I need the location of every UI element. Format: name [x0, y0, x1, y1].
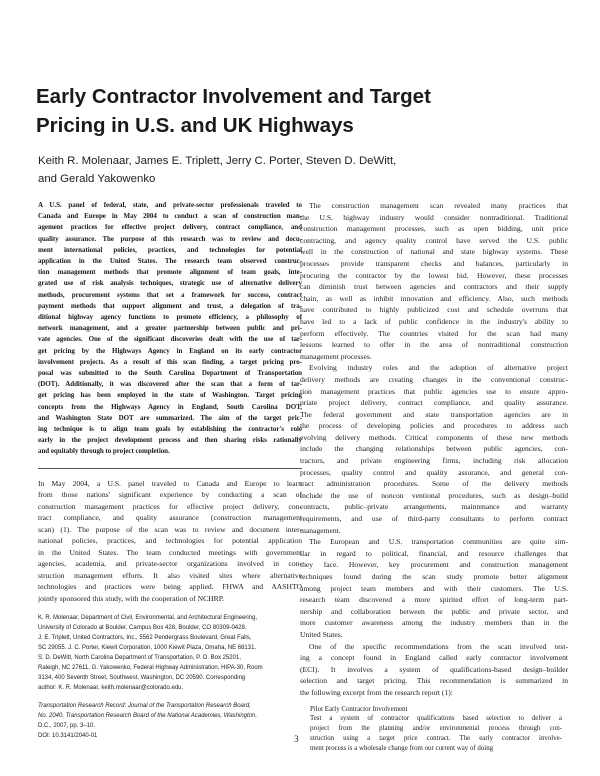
body-line: priate project delivery, contract compliance, and quality assurance.: [300, 398, 568, 408]
excerpt-line: Pilot Early Contractor Involvement: [310, 705, 408, 713]
body-line: management processes.: [300, 351, 372, 361]
intro-line: from those nations' significant experience by conducting a scan of: [38, 490, 302, 500]
intro-line: tract compliance, and quality assurance (construction management: [38, 513, 302, 523]
abstract-line: grated use of risk analysis techniques, strategic use of alternative delivery: [38, 279, 302, 288]
title-line: Early Contractor Involvement and Target: [36, 85, 431, 108]
body-line: have contributed to highly publicized cost and schedule overruns that: [300, 305, 568, 315]
abstract-line: posal was submitted to the South Carolina Department of Transportation: [38, 369, 302, 378]
title-line: Pricing in U.S. and UK Highways: [36, 114, 354, 137]
body-line: The European and U.S. transportation communities are quite sim-: [309, 537, 568, 547]
body-line: ing a concept found in England called early contractor involvement: [300, 653, 568, 663]
body-line: the U.S. highway industry would consider nontraditional. Traditional: [300, 212, 568, 222]
affiliation-line: S. D. DeWitt, North Carolina Department of Transportation, P. O. Box 25201,: [38, 654, 241, 661]
body-line: nership and collaboration between the public and private sector, and: [300, 606, 568, 616]
affiliation-line: University of Colorado at Boulder, Campus Box 428, Boulder, CO 80309-0428.: [38, 625, 247, 632]
body-line: management.: [300, 525, 341, 535]
body-line: The federal government and state transportation agencies are in: [300, 409, 568, 419]
abstract-line: and equitably through to project completion.: [38, 447, 170, 456]
body-line: the following excerpt from the research report (1):: [300, 687, 453, 697]
publication-line: No. 2040, Transportation Research Board of the National Academies, Washington,: [38, 713, 258, 720]
affiliation-line: 3134, 400 Seventh Street, Southwest, Washington, DC 20590. Corresponding: [38, 674, 246, 681]
excerpt-line: project from the planning and/or environmental process through con-: [310, 725, 562, 733]
body-line: perform effectively. The countries visited for the scan had many: [300, 328, 568, 338]
body-line: requirements, and use of third-party consultants to perform contract: [300, 514, 568, 524]
publication-line: D.C., 2007, pp. 3–10.: [38, 723, 96, 730]
abstract-line: get pricing has been employed in the state of Washington. Target pricing: [38, 391, 302, 400]
affiliation-line: K. R. Molenaar, Department of Civil, Environmental, and Architectural Engineering,: [38, 615, 258, 622]
body-text: [300, 200, 568, 699]
body-line: the process of developing policies and procedures to address such: [300, 421, 568, 431]
body-line: well in the construction of national and state highway systems. These: [300, 247, 568, 257]
affiliation-line: author: K. R. Molenaar, keith.molenaar@colorado.edu.: [38, 684, 184, 691]
abstract-line: ing technique is to align team goals by establishing the contractor's role: [38, 425, 302, 434]
body-line: more customer awareness among the industry members than in the: [300, 618, 568, 628]
intro-line: technologies and practices were being applied. FHWA and AASHTO: [38, 582, 302, 592]
abstract: [38, 200, 302, 458]
intro-line: In May 2004, a U.S. panel traveled to Canada and Europe to learn: [38, 478, 302, 488]
excerpt-line: ment process is a wholesale change from our current way of doing: [310, 745, 494, 753]
body-line: (ECI). It involves a system of qualifications-based design–builder: [300, 664, 568, 674]
abstract-line: Canada and Europe in May 2004 to conduct a scan of construction man-: [38, 212, 302, 221]
intro-line: scan) (1). The purpose of the scan was to review and document inter-: [38, 524, 302, 534]
intro-line: agencies, academia, and private-sector organizations involved in con-: [38, 559, 302, 569]
body-line: include the changing relationships between public agencies, con-: [300, 444, 568, 454]
abstract-divider: [38, 468, 302, 469]
abstract-line: get pricing by the Highways Agency in England on its early contractor: [38, 346, 302, 355]
abstract-line: vate agencies. One of the significant discoveries dealt with the use of tar-: [38, 335, 302, 344]
introduction-paragraph: [38, 478, 302, 605]
report-excerpt: [310, 705, 562, 755]
body-line: techniques found during the scan study promote better alignment: [300, 572, 568, 581]
abstract-line: network management, and a greater partnership between public and pri-: [38, 324, 302, 333]
abstract-line: involvement projects. As a result of this scan finding, a target pricing pro-: [38, 357, 302, 366]
abstract-line: and Washington State DOT are summarized. The aim of the target pric-: [38, 413, 302, 422]
body-line: delivery methods are creating changes in the conventional construc-: [300, 374, 568, 384]
abstract-line: A U.S. panel of federal, state, and private-sector professionals traveled to: [38, 201, 302, 209]
author-affiliations: [38, 614, 302, 693]
body-line: contracts, public–private arrangements, maintenance and warranty: [300, 502, 568, 512]
body-line: construction management processes, such as open bidding, unit price: [300, 224, 568, 234]
body-line: include the use of noncon ventional procedures, such as design–build: [300, 490, 568, 500]
body-line: tractors, and private engineering firms, including risk allocation: [300, 456, 568, 466]
body-line: lessons learned to offer in the area of nontraditional construction: [300, 340, 568, 350]
excerpt-line: struction using a target price contract. The early contractor involve-: [310, 735, 562, 743]
body-line: selection and target pricing. This recommendation is summarized in: [300, 676, 568, 686]
body-line: United States.: [300, 629, 343, 639]
author-list: [38, 152, 558, 188]
affiliation-line: Raleigh, NC 27611. G. Yakowenko, Federal Highway Administration, HIPA-30, Room: [38, 664, 263, 671]
body-line: processes, quality control and quality assurance, and general con-: [300, 467, 568, 477]
body-line: ilar in regard to political, financial, and resource challenges that: [300, 548, 568, 558]
affiliation-line: SC 29055. J. C. Porter, Kiewit Corporation, 1000 Kiewit Plaza, Omaha, NE 68131.: [38, 644, 257, 651]
left-column: [38, 200, 302, 742]
intro-line: national policies, practices, and technologies for potential application: [38, 536, 302, 546]
paper-title: [36, 82, 536, 140]
abstract-line: early in the project development process and then sharing risks rationally: [38, 436, 302, 445]
body-line: processes provide transparent checks and balances, particularly in: [300, 258, 568, 268]
publication-note: [38, 702, 302, 742]
body-line: have led to a lack of public confidence in the industry's ability to: [300, 316, 568, 326]
intro-line: in the United States. The team conducted meetings with government: [38, 547, 302, 557]
intro-line: struction management efforts. It also visited sites where alternative: [38, 570, 302, 580]
body-line: Evolving industry roles and the adoption of alternative project: [309, 363, 568, 373]
body-line: among project team members and with their customers. The U.S.: [300, 583, 568, 593]
right-column: [300, 200, 568, 754]
body-line: can diminish trust between agencies and contractors and their supply: [300, 282, 568, 292]
abstract-line: ment international policies, practices, and technologies for potential: [38, 245, 302, 254]
body-line: tract administration procedures. Some of the delivery methods: [300, 479, 568, 489]
abstract-line: (DOT). Additionally, it was discovered after the scan that a form of tar-: [38, 380, 302, 389]
abstract-line: tion management methods that promote alignment of team goals, inte-: [38, 268, 302, 277]
body-line: they face. However, key procurement and construction management: [300, 560, 568, 570]
publication-line: DOI: 10.3141/2040-01: [38, 733, 98, 740]
excerpt-line: Test a system of contractor qualifications based selection to deliver a: [310, 715, 562, 723]
affiliation-line: J. E. Triplett, United Contractors, Inc., 5562 Pendergrass Boulevard, Great Falls,: [38, 634, 252, 641]
abstract-line: methods, procurement systems that set a framework for success, contract: [38, 290, 302, 299]
body-line: research team discovered a more spirited effort of long-term part-: [300, 595, 568, 605]
body-line: procuring the contractor by the lowest bid. However, these processes: [300, 270, 568, 280]
abstract-line: agement practices for effective project delivery, contract compliance, and: [38, 223, 302, 232]
abstract-line: application in the United States. The research team observed construc-: [38, 257, 302, 266]
abstract-line: payment methods that support alignment and trust, a delegation of tra-: [38, 301, 302, 310]
author-line: Keith R. Molenaar, James E. Triplett, Jerry C. Porter, Steven D. DeWitt,: [38, 155, 397, 167]
intro-line: construction management practices for effective project delivery, con-: [38, 501, 302, 511]
body-line: chain, as well as inhibit innovation and efficiency. Also, such methods: [300, 293, 568, 303]
abstract-line: ditional highway agency functions to promote efficiency, a philosophy of: [38, 313, 302, 322]
intro-line: jointly sponsored this study, with the cooperation of NCHRP.: [38, 593, 224, 603]
body-line: tion management practices that public agencies use to ensure appro-: [300, 386, 568, 396]
body-line: The construction management scan revealed many practices that: [309, 201, 568, 210]
body-line: evolving delivery methods. Critical components of these new methods: [300, 432, 568, 442]
body-line: contracting, and agency quality control have served the U.S. public: [300, 235, 568, 245]
author-line: and Gerald Yakowenko: [38, 173, 156, 185]
abstract-line: quality assurance. The purpose of this research was to review and docu-: [38, 234, 302, 243]
page-number: 3: [294, 734, 299, 744]
body-line: One of the specific recommendations from the scan involved test-: [309, 641, 568, 651]
publication-line: Transportation Research Record: Journal of the Transportation Research Board,: [38, 703, 251, 710]
abstract-line: concepts from the Highways Agency in England, South Carolina DOT,: [38, 402, 302, 411]
